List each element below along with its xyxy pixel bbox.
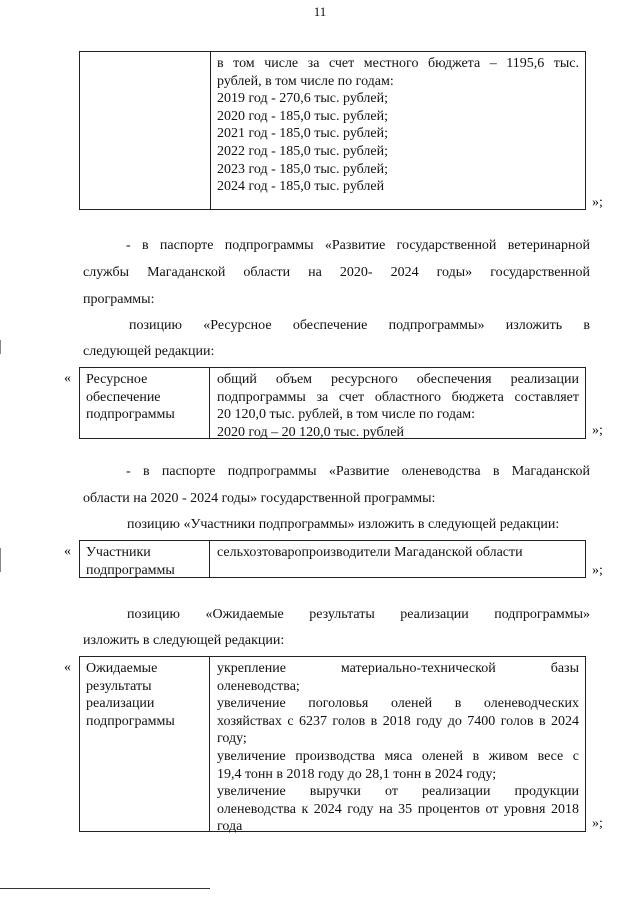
table-line: Ресурсное — [86, 372, 148, 387]
table-line: 2024 год - 185,0 тыс. рублей — [217, 179, 385, 195]
table-line: 2021 год - 185,0 тыс. рублей; — [217, 126, 389, 142]
table-funding-local — [79, 51, 586, 210]
margin-mark — [0, 548, 4, 572]
table-cell-right — [211, 657, 585, 836]
paragraph-line: программы: — [83, 292, 155, 307]
table-line: сельхозтоваропроизводители Магаданской области — [217, 545, 523, 560]
table-cell-left — [80, 368, 210, 438]
paragraph-line: - в паспорте подпрограммы «Развитие государственной ветеринарной — [126, 238, 590, 253]
paragraph-line: позицию «Ресурсное обеспечение подпрограммы» изложить в — [129, 318, 590, 333]
footer-rule — [0, 888, 210, 889]
close-quote: »; — [592, 816, 603, 831]
table-cell-right — [211, 541, 585, 562]
table-line: результаты — [86, 678, 152, 694]
table-line: реализации — [86, 696, 155, 712]
table-line: подпрограммы — [86, 562, 175, 578]
table-cell-left — [80, 657, 210, 831]
table-cell-right — [211, 52, 585, 196]
table-line: Участники — [86, 545, 151, 560]
paragraph-line: позицию «Ожидаемые результаты реализации подпрограммы» — [127, 607, 590, 622]
table-line: увеличение выручки от реализации продукции — [217, 784, 579, 800]
table-line: обеспечение — [86, 389, 161, 405]
open-quote: « — [64, 660, 71, 675]
table-line: Ожидаемые — [86, 661, 158, 676]
table-line: подпрограммы за счет областного бюджета составляет — [217, 389, 579, 405]
table-line: 19,4 тонн в 2018 году до 28,1 тонн в 2024 году; — [217, 766, 497, 782]
table-line: 2019 год - 270,6 тыс. рублей; — [217, 91, 389, 107]
paragraph-participants-position: позицию «Участники подпрограммы» изложить в следующей редакции: — [127, 517, 560, 532]
table-cell-left — [80, 52, 211, 209]
table-line: 2023 год - 185,0 тыс. рублей; — [217, 161, 389, 177]
page-number: 11 — [313, 4, 327, 19]
table-line: укрепление материально-технической базы — [217, 661, 579, 676]
margin-mark — [0, 340, 4, 354]
table-line: подпрограммы — [86, 407, 175, 423]
table-line: года — [217, 819, 243, 835]
table-resource-provision — [79, 367, 586, 439]
table-line: году; — [217, 731, 247, 747]
table-line: подпрограммы — [86, 713, 175, 729]
close-quote: »; — [592, 563, 603, 578]
table-expected-results — [79, 656, 586, 835]
table-line: увеличение производства мяса оленей в живом весе с — [217, 748, 579, 764]
paragraph-line: области на 2020 - 2024 годы» государственной программы: — [83, 491, 436, 506]
close-quote: »; — [592, 423, 603, 438]
table-line: увеличение поголовья оленей в оленеводческих — [217, 696, 579, 712]
table-line: 2022 год - 185,0 тыс. рублей; — [217, 143, 389, 159]
paragraph-line: изложить в следующей редакции: — [83, 633, 285, 648]
table-participants — [79, 540, 586, 578]
table-line: 20 120,0 тыс. рублей, в том числе по годам: — [217, 407, 475, 423]
paragraph-line: службы Магаданской области на 2020- 2024 годы» государственной — [83, 265, 590, 280]
table-line: в том числе за счет местного бюджета – 1195,6 тыс. — [217, 56, 579, 71]
open-quote: « — [64, 544, 71, 559]
table-line: общий объем ресурсного обеспечения реализации — [217, 372, 579, 387]
open-quote: « — [64, 371, 71, 386]
table-cell-right — [211, 368, 585, 441]
paragraph-line: следующей редакции: — [83, 344, 215, 359]
table-line: оленеводства; — [217, 678, 300, 694]
paragraph-line: - в паспорте подпрограммы «Развитие оленеводства в Магаданской — [126, 464, 590, 479]
table-line: 2020 год – 20 120,0 тыс. рублей — [217, 424, 404, 440]
close-quote: »; — [592, 195, 603, 210]
table-line: оленеводства к 2024 году на 35 процентов от уровня 2018 — [217, 801, 579, 817]
table-line: хозяйствах с 6237 голов в 2018 году до 7400 голов в 2024 — [217, 713, 579, 729]
table-line: рублей, в том числе по годам: — [217, 73, 394, 89]
table-line: 2020 год - 185,0 тыс. рублей; — [217, 108, 389, 124]
table-cell-left — [80, 541, 210, 577]
